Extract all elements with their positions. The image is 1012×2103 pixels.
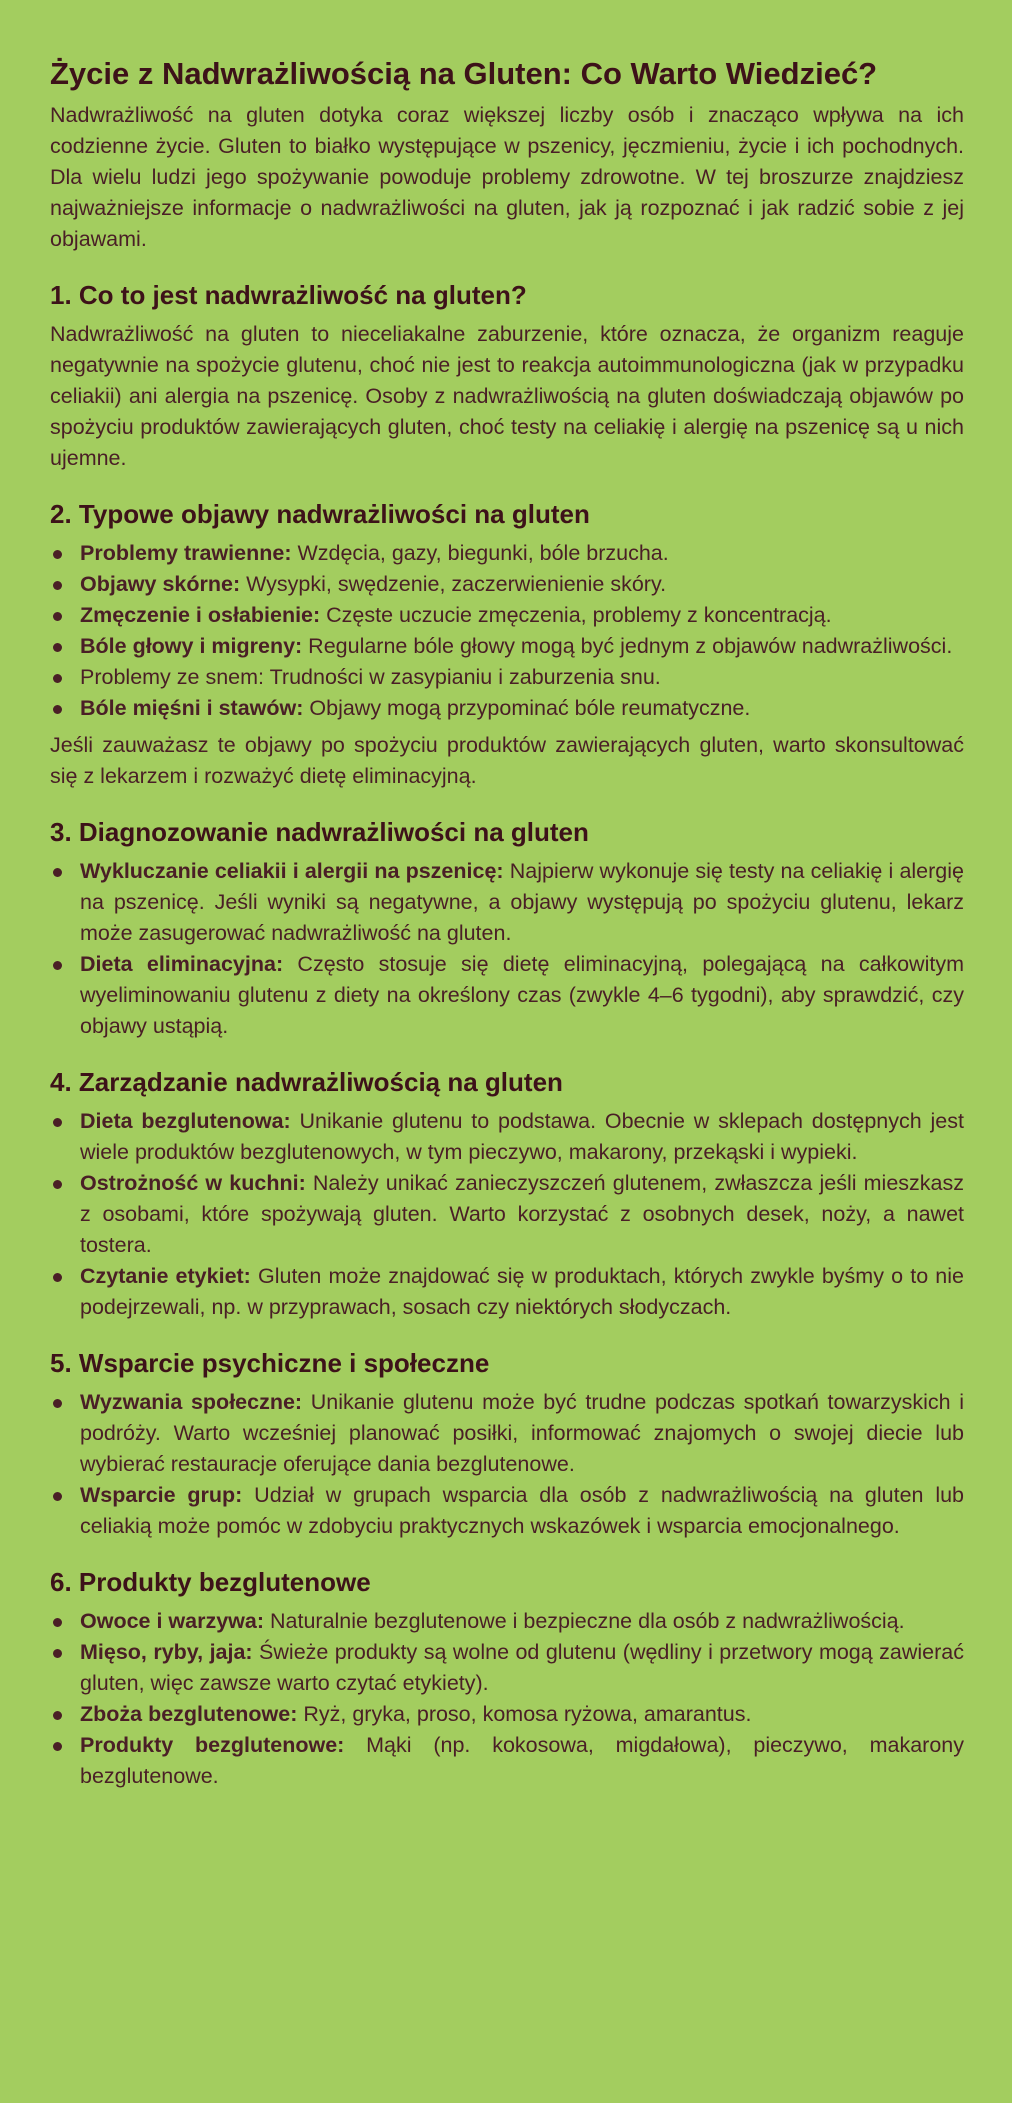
item-text: Problemy ze snem: Trudności w zasypianiu i zaburzenia snu. bbox=[80, 665, 661, 689]
section-heading: 1. Co to jest nadwrażliwość na gluten? bbox=[50, 280, 527, 310]
item-term: Objawy skórne: bbox=[80, 572, 241, 596]
list-item bbox=[50, 600, 964, 631]
list-item bbox=[50, 1699, 964, 1730]
bullet-list bbox=[50, 856, 964, 1042]
list-item bbox=[50, 1637, 964, 1699]
list-item bbox=[50, 1106, 964, 1168]
item-text: Świeże produkty są wolne od glutenu (wędliny i przetwory mogą zawierać gluten, więc zawsze warto czytać etykiety). bbox=[80, 1640, 964, 1695]
item-term: Wykluczanie celiakii i alergii na pszenicę: bbox=[80, 859, 504, 883]
list-item bbox=[50, 1480, 964, 1542]
bullet-list bbox=[50, 538, 964, 724]
list-item bbox=[50, 631, 964, 662]
item-text: Naturalnie bezglutenowe i bezpieczne dla osób z nadwrażliwością. bbox=[264, 1609, 905, 1633]
item-term: Dieta eliminacyjna: bbox=[80, 952, 284, 976]
item-text: Mąki (np. kokosowa, migdałowa), pieczywo, makarony bezglutenowe. bbox=[80, 1733, 964, 1788]
section-heading: 3. Diagnozowanie nadwrażliwości na gluten bbox=[50, 817, 589, 847]
item-text: Częste uczucie zmęczenia, problemy z koncentracją. bbox=[320, 603, 832, 627]
page-title: Życie z Nadwrażliwością na Gluten: Co Warto Wiedzieć? bbox=[50, 56, 878, 91]
item-term: Zmęczenie i osłabienie: bbox=[80, 603, 321, 627]
item-text: Ryż, gryka, proso, komosa ryżowa, amarantus. bbox=[297, 1702, 752, 1726]
list-item bbox=[50, 1261, 964, 1323]
list-item bbox=[50, 538, 964, 569]
item-text: Unikanie glutenu to podstawa. Obecnie w sklepach dostępnych jest wiele produktów bezglutenowych, w tym pieczywo, makarony, przekąski i wypieki. bbox=[80, 1109, 964, 1164]
bullet-list bbox=[50, 1106, 964, 1323]
item-term: Bóle mięśni i stawów: bbox=[80, 696, 304, 720]
item-text: Wysypki, swędzenie, zaczerwienienie skóry. bbox=[240, 572, 667, 596]
item-text: Gluten może znajdować się w produktach, których zwykle byśmy o to nie podejrzewali, np. w przyprawach, sosach czy niektórych słodyczach. bbox=[80, 1264, 964, 1319]
item-term: Zboża bezglutenowe: bbox=[80, 1702, 298, 1726]
item-text: Najpierw wykonuje się testy na celiakię i alergię na pszenicę. Jeśli wyniki są negatywne, a objawy występują po spożyciu glutenu, lekarz może zasugerować nadwrażliwość na gluten. bbox=[80, 859, 964, 945]
intro-paragraph: Nadwrażliwość na gluten dotyka coraz większej liczby osób i znacząco wpływa na ich codzienne życie. Gluten to białko występujące w pszenicy, jęczmieniu, życie i ich pochodnych. Dla wielu ludzi jego spożywanie powoduje problemy zdrowotne. W tej broszurze znajdziesz najważniejsze informacje o nadwrażliwości na gluten, jak ją rozpoznać i jak radzić sobie z jej objawami. bbox=[50, 103, 964, 251]
item-term: Ostrożność w kuchni: bbox=[80, 1171, 306, 1195]
item-term: Produkty bezglutenowe: bbox=[80, 1733, 345, 1757]
section-paragraph: Jeśli zauważasz te objawy po spożyciu produktów zawierających gluten, warto skonsultować się z lekarzem i rozważyć dietę eliminacyjną. bbox=[50, 733, 964, 788]
item-term: Mięso, ryby, jaja: bbox=[80, 1640, 253, 1664]
item-text: Wzdęcia, gazy, biegunki, bóle brzucha. bbox=[291, 541, 669, 565]
item-term: Wyzwania społeczne: bbox=[80, 1390, 303, 1414]
item-text: Często stosuje się dietę eliminacyjną, polegającą na całkowitym wyeliminowaniu glutenu z diety na określony czas (zwykle 4–6 tygodni), aby sprawdzić, czy objawy ustąpią. bbox=[80, 952, 964, 1038]
list-item bbox=[50, 662, 964, 693]
section-heading: 6. Produkty bezglutenowe bbox=[50, 1567, 371, 1597]
list-item bbox=[50, 1730, 964, 1792]
list-item bbox=[50, 1168, 964, 1261]
item-term: Owoce i warzywa: bbox=[80, 1609, 265, 1633]
item-text: Należy unikać zanieczyszczeń glutenem, zwłaszcza jeśli mieszkasz z osobami, które spożywają gluten. Warto korzystać z osobnych desek, noży, a nawet tostera. bbox=[80, 1171, 964, 1257]
list-item bbox=[50, 569, 964, 600]
section-paragraph: Nadwrażliwość na gluten to nieceliakalne zaburzenie, które oznacza, że organizm reaguje negatywnie na spożycie glutenu, choć nie jest to reakcja autoimmunologiczna (jak w przypadku celiakii) ani alergia na pszenicę. Osoby z nadwrażliwością na gluten doświadczają objawów po spożyciu produktów zawierających gluten, choć testy na celiakię i alergię na pszenicę są u nich ujemne. bbox=[50, 322, 964, 470]
item-text: Unikanie glutenu może być trudne podczas spotkań towarzyskich i podróży. Warto wcześniej planować posiłki, informować znajomych o swojej diecie lub wybierać restauracje oferujące dania bezglutenowe. bbox=[80, 1390, 964, 1476]
item-term: Czytanie etykiet: bbox=[80, 1264, 251, 1288]
list-item bbox=[50, 856, 964, 949]
item-text: Udział w grupach wsparcia dla osób z nadwrażliwością na gluten lub celiakią może pomóc w zdobyciu praktycznych wskazówek i wsparcia emocjonalnego. bbox=[80, 1483, 965, 1538]
bullet-list bbox=[50, 1387, 964, 1542]
item-term: Dieta bezglutenowa: bbox=[80, 1109, 291, 1133]
list-item bbox=[50, 1387, 964, 1480]
item-text: Regularne bóle głowy mogą być jednym z objawów nadwrażliwości. bbox=[302, 634, 953, 658]
section-heading: 5. Wsparcie psychiczne i społeczne bbox=[50, 1348, 490, 1378]
section-heading: 2. Typowe objawy nadwrażliwości na gluten bbox=[50, 499, 590, 529]
list-item bbox=[50, 693, 964, 724]
item-term: Wsparcie grup: bbox=[80, 1483, 243, 1507]
section-heading: 4. Zarządzanie nadwrażliwością na gluten bbox=[50, 1067, 563, 1097]
item-text: Objawy mogą przypominać bóle reumatyczne. bbox=[303, 696, 751, 720]
list-item bbox=[50, 949, 964, 1042]
item-term: Problemy trawienne: bbox=[80, 541, 292, 565]
list-item bbox=[50, 1606, 964, 1637]
bullet-list bbox=[50, 1606, 964, 1792]
item-term: Bóle głowy i migreny: bbox=[80, 634, 303, 658]
